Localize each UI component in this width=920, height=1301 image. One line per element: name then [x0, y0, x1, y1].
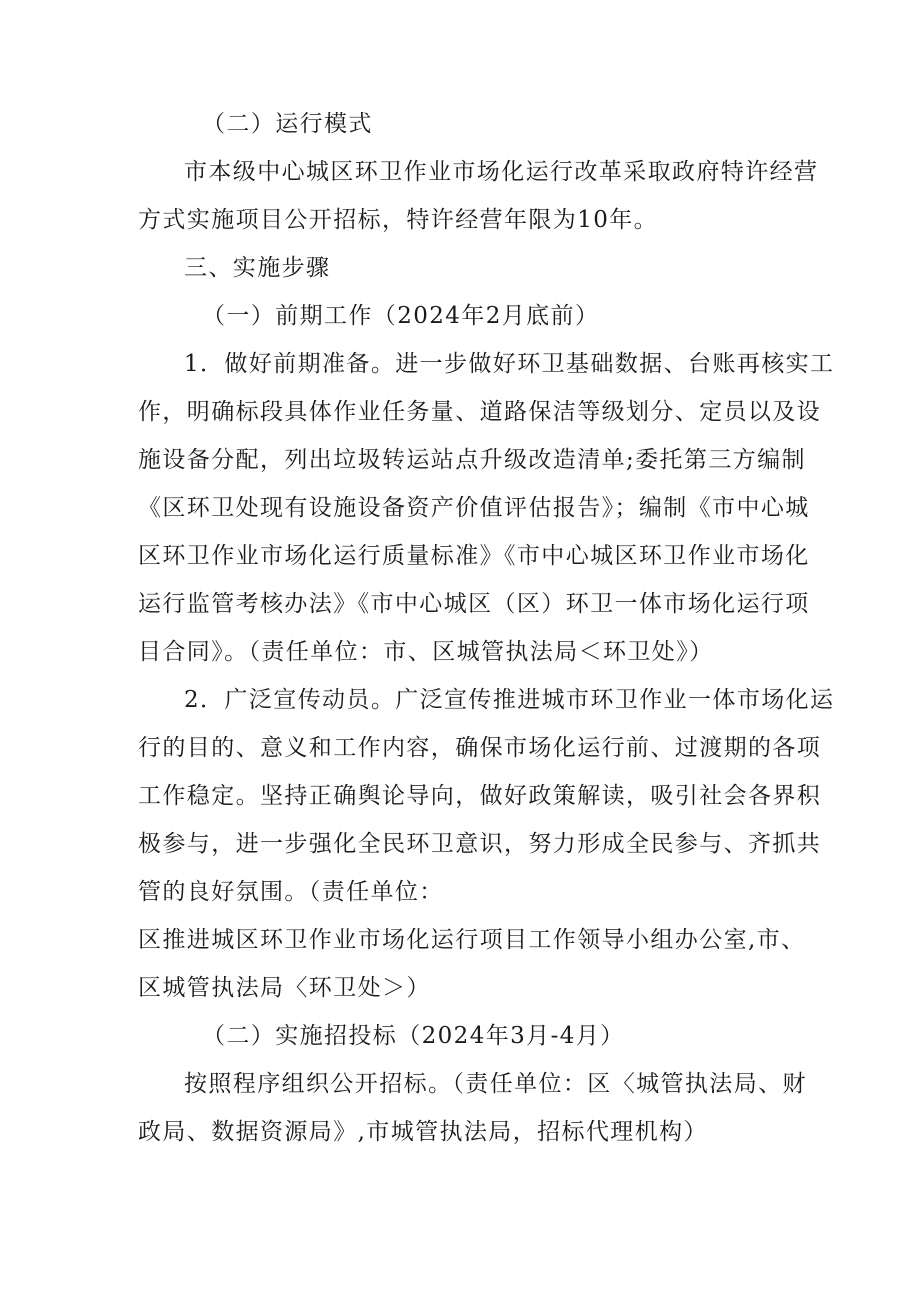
- paragraph-line: 极参与，进一步强化全民环卫意识，努力形成全民参与、齐抓共: [138, 831, 822, 857]
- paragraph-line: 政局、数据资源局》,市城管执法局，招标代理机构）: [138, 1119, 708, 1145]
- paragraph-line: 作，明确标段具体作业任务量、道路保洁等级划分、定员以及设: [138, 399, 822, 425]
- section-heading-operation-mode: （二）运行模式: [202, 111, 373, 137]
- paragraph-line: 管的良好氛围。（责任单位：: [138, 879, 444, 905]
- paragraph-line: 区环卫作业市场化运行质量标准》《市中心城区环卫作业市场化: [138, 543, 810, 569]
- paragraph-line: 区城管执法局〈环卫处＞）: [138, 975, 431, 1001]
- paragraph-line: 方式实施项目公开招标，特许经营年限为10年。: [138, 207, 659, 233]
- paragraph-line: 工作稳定。坚持正确舆论导向，做好政策解读，吸引社会各界积: [138, 783, 822, 809]
- paragraph-line: 按照程序组织公开招标。（责任单位：区〈城管执法局、财: [184, 1071, 807, 1097]
- paragraph-line: 区推进城区环卫作业市场化运行项目工作领导小组办公室,市、: [138, 927, 806, 953]
- paragraph-line: 目合同》。（责任单位：市、区城管执法局＜环卫处》）: [138, 639, 714, 665]
- paragraph-line: 1．做好前期准备。进一步做好环卫基础数据、台账再核实工: [184, 351, 835, 377]
- paragraph-line: 运行监管考核办法》《市中心城区（区）环卫一体市场化运行项: [138, 591, 810, 617]
- paragraph-line: 2．广泛宣传动员。广泛宣传推进城市环卫作业一体市场化运: [184, 687, 835, 713]
- paragraph-line: 市本级中心城区环卫作业市场化运行改革采取政府特许经营: [184, 159, 819, 185]
- paragraph-line: 施设备分配，列出垃圾转运站点升级改造清单;委托第三方编制: [138, 447, 806, 473]
- subsection-heading-preliminary-work: （一）前期工作（2024年2月底前）: [202, 303, 600, 329]
- paragraph-line: 行的目的、意义和工作内容，确保市场化运行前、过渡期的各项: [138, 735, 822, 761]
- subsection-heading-bidding: （二）实施招投标（2024年3月-4月）: [202, 1023, 625, 1049]
- section-heading-implementation-steps: 三、实施步骤: [184, 255, 331, 281]
- paragraph-line: 《区环卫处现有设施设备资产价值评估报告》；编制《市中心城: [138, 495, 810, 521]
